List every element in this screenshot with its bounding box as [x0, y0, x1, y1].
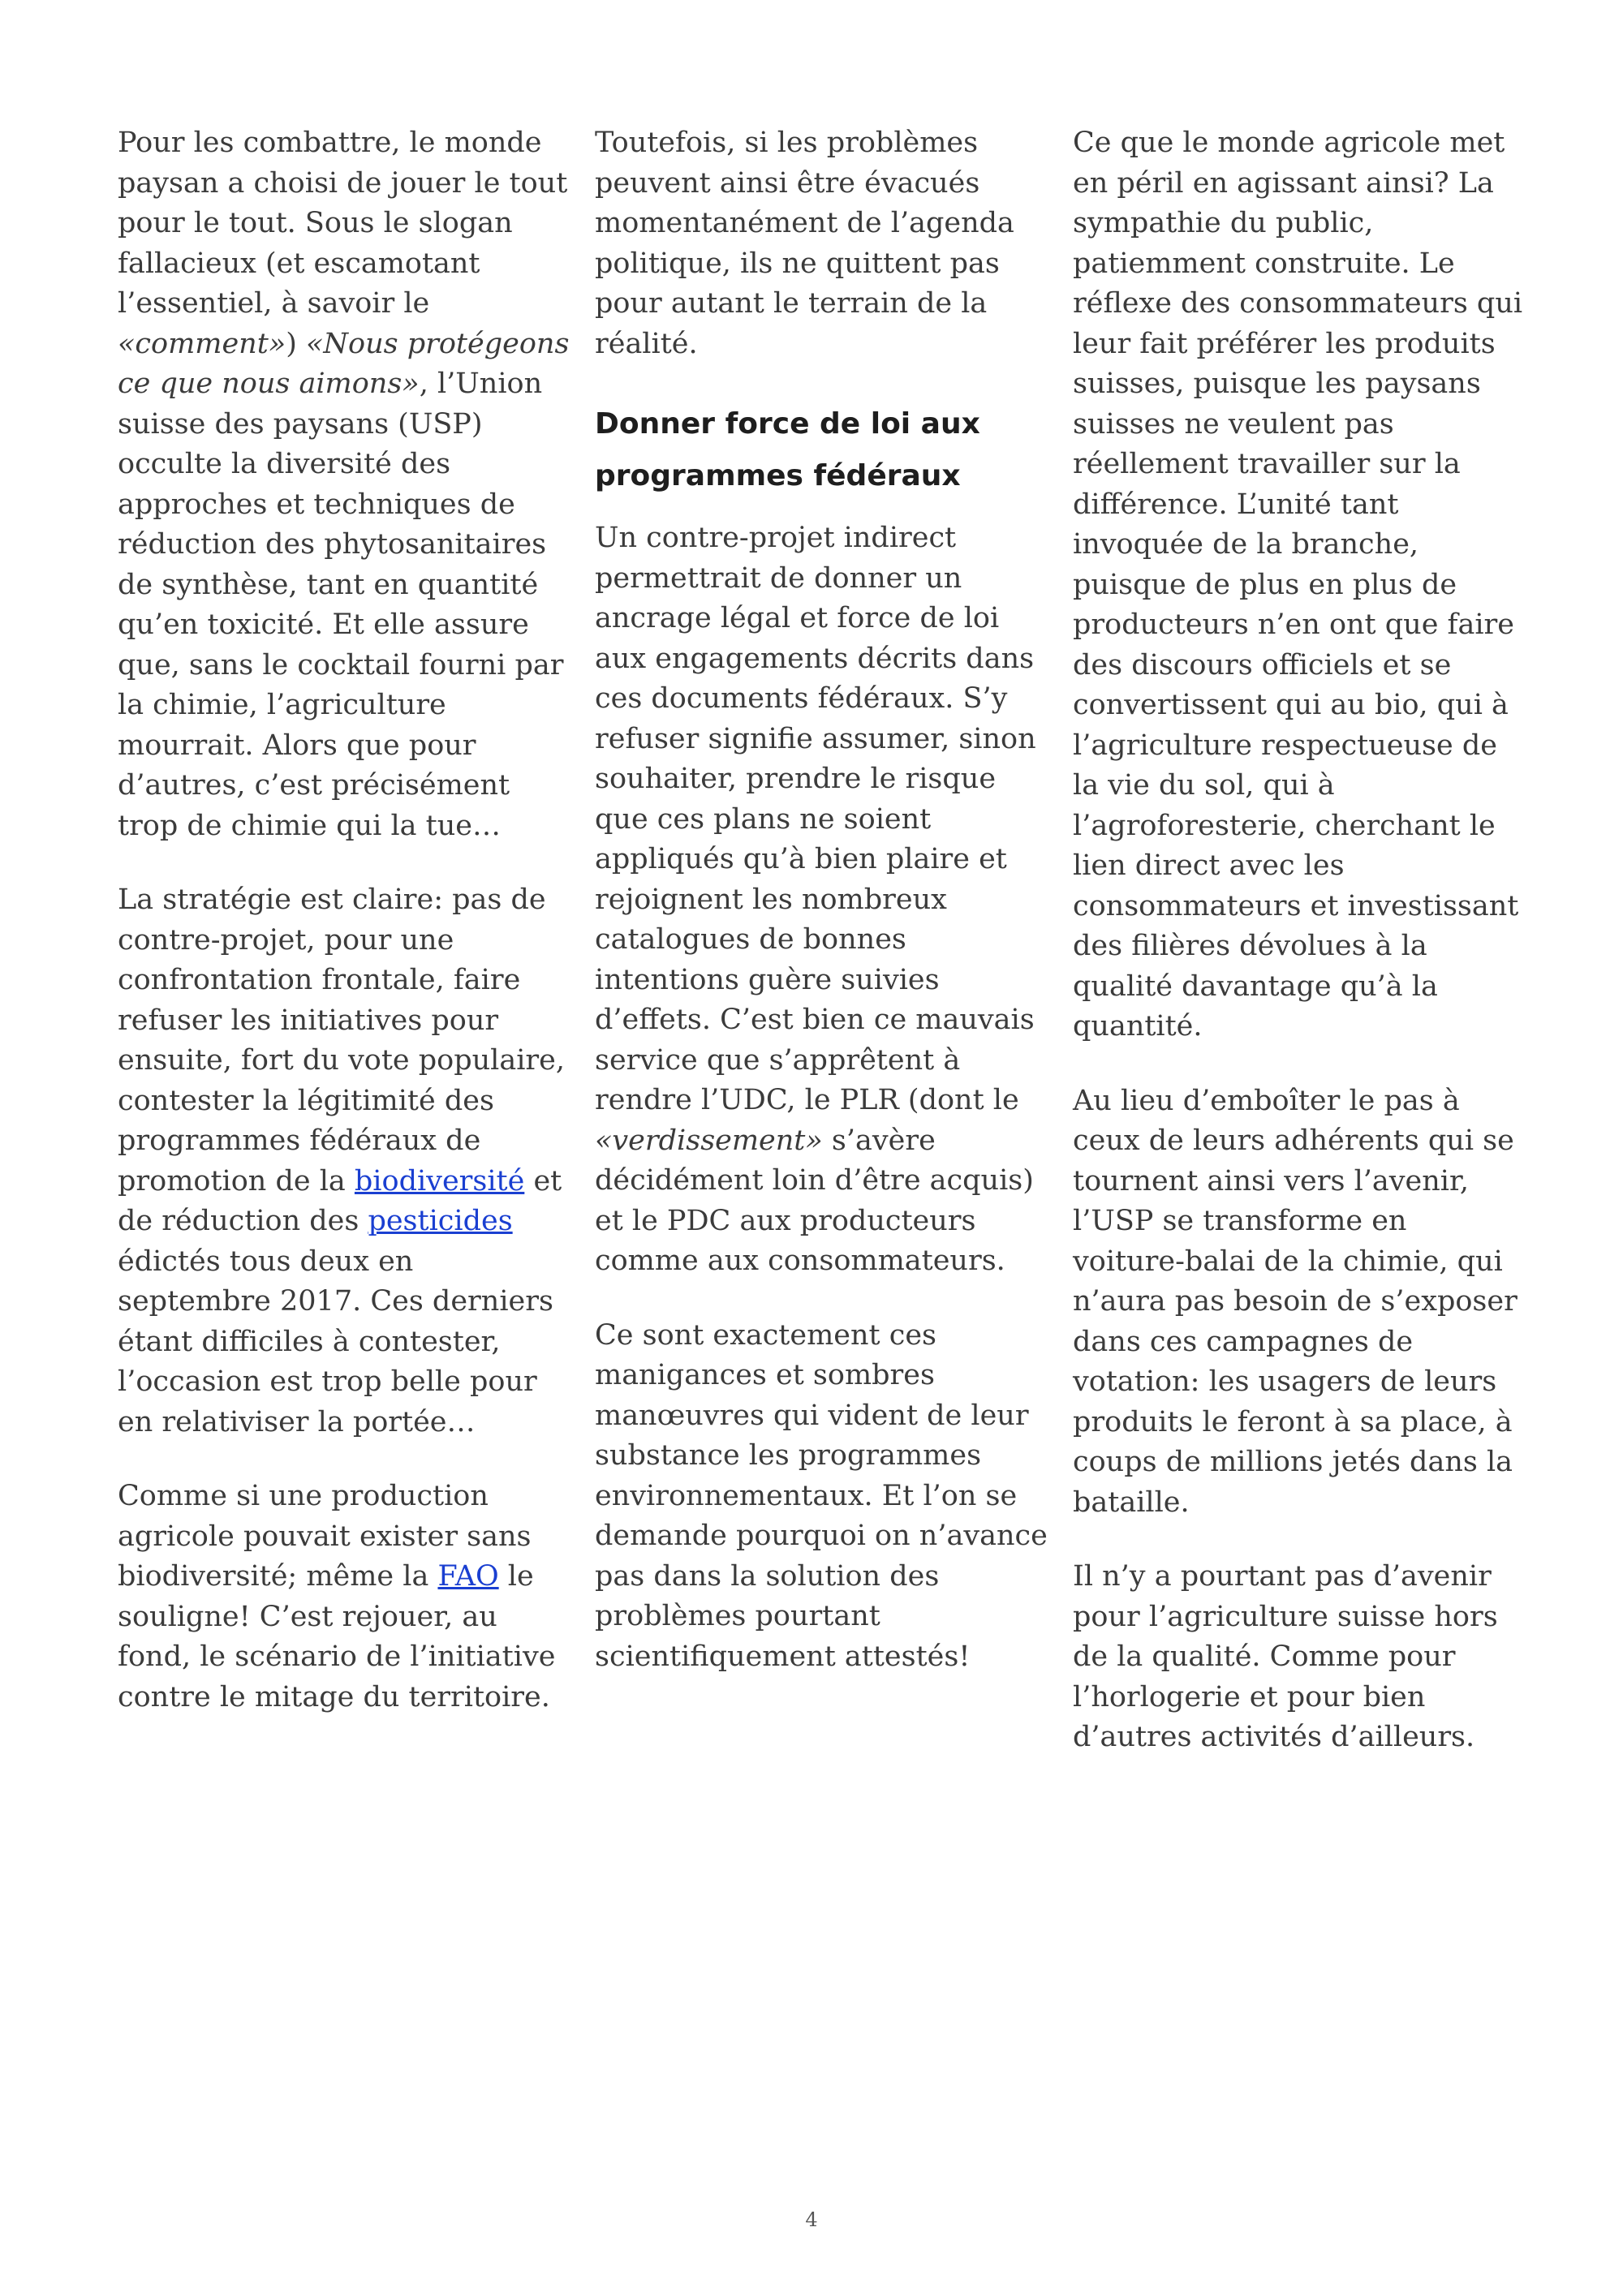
paragraph — [1073, 1081, 1527, 1524]
text-run: , l’Union suisse des paysans (USP) occulte la diversité des approches et techniques de réduction des phytosanitaires de synthèse, tant en quantité qu’en toxicité. Et elle assure que, sans le cocktail fourni par la chimie, l’agriculture mourrait. Alors que pour d’autres, c’est précisément trop de chimie qui la tue… — [118, 368, 564, 842]
paragraph — [1073, 123, 1527, 1047]
inline-link[interactable]: pesticides — [368, 1205, 513, 1237]
text-column-2 — [595, 123, 1049, 1711]
italic-text: «comment» — [118, 327, 286, 360]
inline-link[interactable]: biodiversité — [354, 1164, 525, 1197]
paragraph — [118, 880, 572, 1443]
italic-text: «verdissement» — [595, 1124, 823, 1157]
page-number: 4 — [805, 2208, 818, 2231]
paragraph — [118, 1477, 572, 1718]
text-column-1 — [118, 123, 572, 1752]
text-run: Au lieu d’emboîter le pas à ceux de leurs adhérents qui se tournent ainsi vers l’avenir, l’USP se transforme en voiture-balai de la chimie, qui n’aura pas besoin de s’exposer dans ces campagnes de votation: les usagers de leurs produits le feront à sa place, à coups de millions jetés dans la bataille. — [1073, 1084, 1518, 1519]
text-run: et de réduction des — [118, 1164, 562, 1237]
text-run: s’avère décidément loin d’être acquis) et le PDC aux producteurs comme aux consommateurs. — [595, 1124, 1034, 1277]
paragraph — [595, 123, 1049, 364]
section-heading — [595, 398, 1049, 502]
paragraph — [595, 1316, 1049, 1678]
text-run: édictés tous deux en septembre 2017. Ces derniers étant difficiles à contester, l’occasion est trop belle pour en relativiser la portée… — [118, 1245, 553, 1438]
text-run: Il n’y a pourtant pas d’avenir pour l’agriculture suisse hors de la qualité. Comme pour l’horlogerie et pour bien d’autres activités d’ailleurs. — [1073, 1560, 1498, 1753]
text-run: ) — [286, 327, 306, 360]
text-run: Ce sont exactement ces manigances et sombres manœuvres qui vident de leur substance les programmes environnementaux. Et l’on se demande pourquoi on n’avance pas dans la solution des problèmes pourtant scientifiquement attestés! — [595, 1318, 1048, 1673]
italic-text: «Nous protégeons ce que nous aimons» — [118, 327, 570, 400]
paragraph — [1073, 1557, 1527, 1758]
inline-link[interactable]: FAO — [437, 1560, 499, 1593]
paragraph — [118, 123, 572, 846]
text-run: Ce que le monde agricole met en péril en agissant ainsi? La sympathie du public, patiemment construite. Le réflexe des consommateurs qui leur fait préférer les produits suisses, puisque les paysans suisses ne veulent pas réellement travailler sur la différence. L’unité tant invoquée de la branche, puisque de plus en plus de producteurs n’en ont que faire des discours officiels et se convertissent qui au bio, qui à l’agriculture respectueuse de la vie du sol, qui à l’agroforesterie, cherchant le lien direct avec les consommateurs et investissant des filières dévolues à la qualité davantage qu’à la quantité. — [1073, 127, 1523, 1043]
text-run: Toutefois, si les problèmes peuvent ainsi être évacués momentanément de l’agenda politique, ils ne quittent pas pour autant le terrain de la réalité. — [595, 127, 1014, 360]
text-run: Donner force de loi aux programmes fédéraux — [595, 407, 980, 492]
text-run: Pour les combattre, le monde paysan a choisi de jouer le tout pour le tout. Sous le slogan fallacieux (et escamotant l’essentiel, à savoir le — [118, 127, 568, 320]
text-run: La stratégie est claire: pas de contre-projet, pour une confrontation frontale, faire refuser les initiatives pour ensuite, fort du vote populaire, contester la légitimité des programmes fédéraux de promotion de la — [118, 884, 565, 1197]
text-column-3 — [1073, 123, 1527, 1792]
text-run: Comme si une production agricole pouvait exister sans biodiversité; même la — [118, 1480, 532, 1593]
paragraph — [595, 518, 1049, 1282]
text-run: Un contre-projet indirect permettrait de donner un ancrage légal et force de loi aux engagements décrits dans ces documents fédéraux. S’y refuser signifie assumer, sinon souhaiter, prendre le risque que ces plans ne soient appliqués qu’à bien plaire et rejoignent les nombreux catalogues de bonnes intentions guère suivies d’effets. C’est bien ce mauvais service que s’apprêtent à rendre l’UDC, le PLR (dont le — [595, 522, 1036, 1116]
text-run: le souligne! C’est rejouer, au fond, le scénario de l’initiative contre le mitage du territoire. — [118, 1560, 556, 1713]
